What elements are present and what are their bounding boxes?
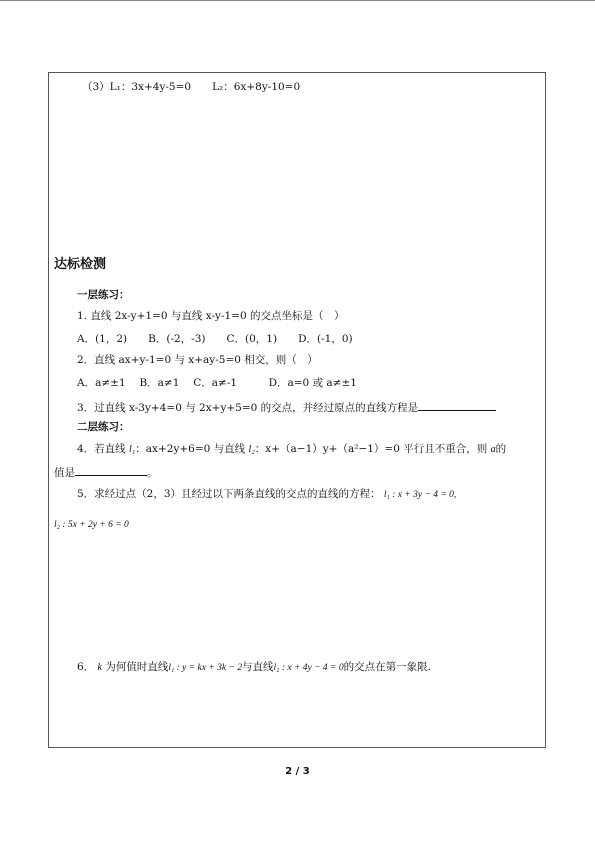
problem-4-eq1: ：ax+2y+6=0 与直线 bbox=[135, 443, 246, 455]
problem-4-suffix: 。 bbox=[147, 467, 158, 479]
problem-1-stem: 1. 直线 2x-y+1=0 与直线 x-y-1=0 的交点坐标是（ ） bbox=[77, 310, 345, 322]
problem-4-line1 bbox=[77, 442, 506, 457]
level1-title: 一层练习： bbox=[77, 289, 130, 301]
line-l1-symbol: l₁ bbox=[129, 444, 136, 455]
variable-k: k bbox=[97, 662, 102, 673]
problem-5-text: 5．求经过点（2，3）且经过以下两条直线的交点的直线的方程： bbox=[77, 488, 381, 500]
problem-3-stem: 3．过直线 x-3y+4=0 与 2x+y+5=0 的交点，并经过原点的直线方程是 bbox=[77, 402, 419, 414]
answer-blank[interactable] bbox=[418, 399, 496, 411]
problem-1-options: A．(1，2) B．(-2，-3) C．(0，1) D．(-1，0) bbox=[77, 333, 353, 345]
problem-4-line2 bbox=[54, 464, 158, 480]
problem-5-eq1: l₁ : x + 3y − 4 = 0, bbox=[383, 490, 457, 500]
problem-6-number: 6． bbox=[77, 661, 95, 673]
problem-4-prefix: 值是 bbox=[54, 467, 75, 479]
problem-4-tail: 的 bbox=[495, 443, 507, 455]
line-l2-symbol: l₂ bbox=[248, 444, 255, 455]
section-title: 达标检测 bbox=[54, 257, 107, 272]
answer-blank[interactable] bbox=[75, 464, 147, 476]
problem-6-eq2: l₂ : x + 4y − 4 = 0 bbox=[273, 663, 344, 673]
problem-4-eq2: ：x+（a−1）y+（a²−1）=0 平行且不重合，则 bbox=[254, 443, 488, 455]
level2-title: 二层练习： bbox=[77, 421, 130, 433]
problem-5-eq2: l₂ : 5x + 2y + 6 = 0 bbox=[54, 520, 129, 530]
problem-6 bbox=[77, 660, 431, 675]
problem-3 bbox=[77, 399, 496, 415]
variable-a: a bbox=[490, 444, 496, 455]
problem-6-eq1: l₁ : y = kx + 3k − 2 bbox=[168, 663, 243, 673]
problem-6-text2: 与直线 bbox=[242, 661, 274, 673]
problem-5-line1 bbox=[77, 487, 456, 502]
header-rule bbox=[0, 0, 595, 1]
page-number: 2 / 3 bbox=[285, 766, 310, 777]
q3-line: （3）L₁：3x+4y-5=0 L₂：6x+8y-10=0 bbox=[82, 81, 301, 93]
problem-2-stem: 2．直线 ax+y-1=0 与 x+ay-5=0 相交，则（ ） bbox=[77, 354, 318, 366]
problem-6-text3: 的交点在第一象限. bbox=[343, 661, 431, 673]
problem-2-options: A．a≠±1 B．a≠1 C．a≠-1 D．a=0 或 a≠±1 bbox=[77, 377, 357, 389]
problem-4-text: 4．若直线 bbox=[77, 443, 126, 455]
problem-6-text1: 为何值时直线 bbox=[105, 661, 169, 673]
